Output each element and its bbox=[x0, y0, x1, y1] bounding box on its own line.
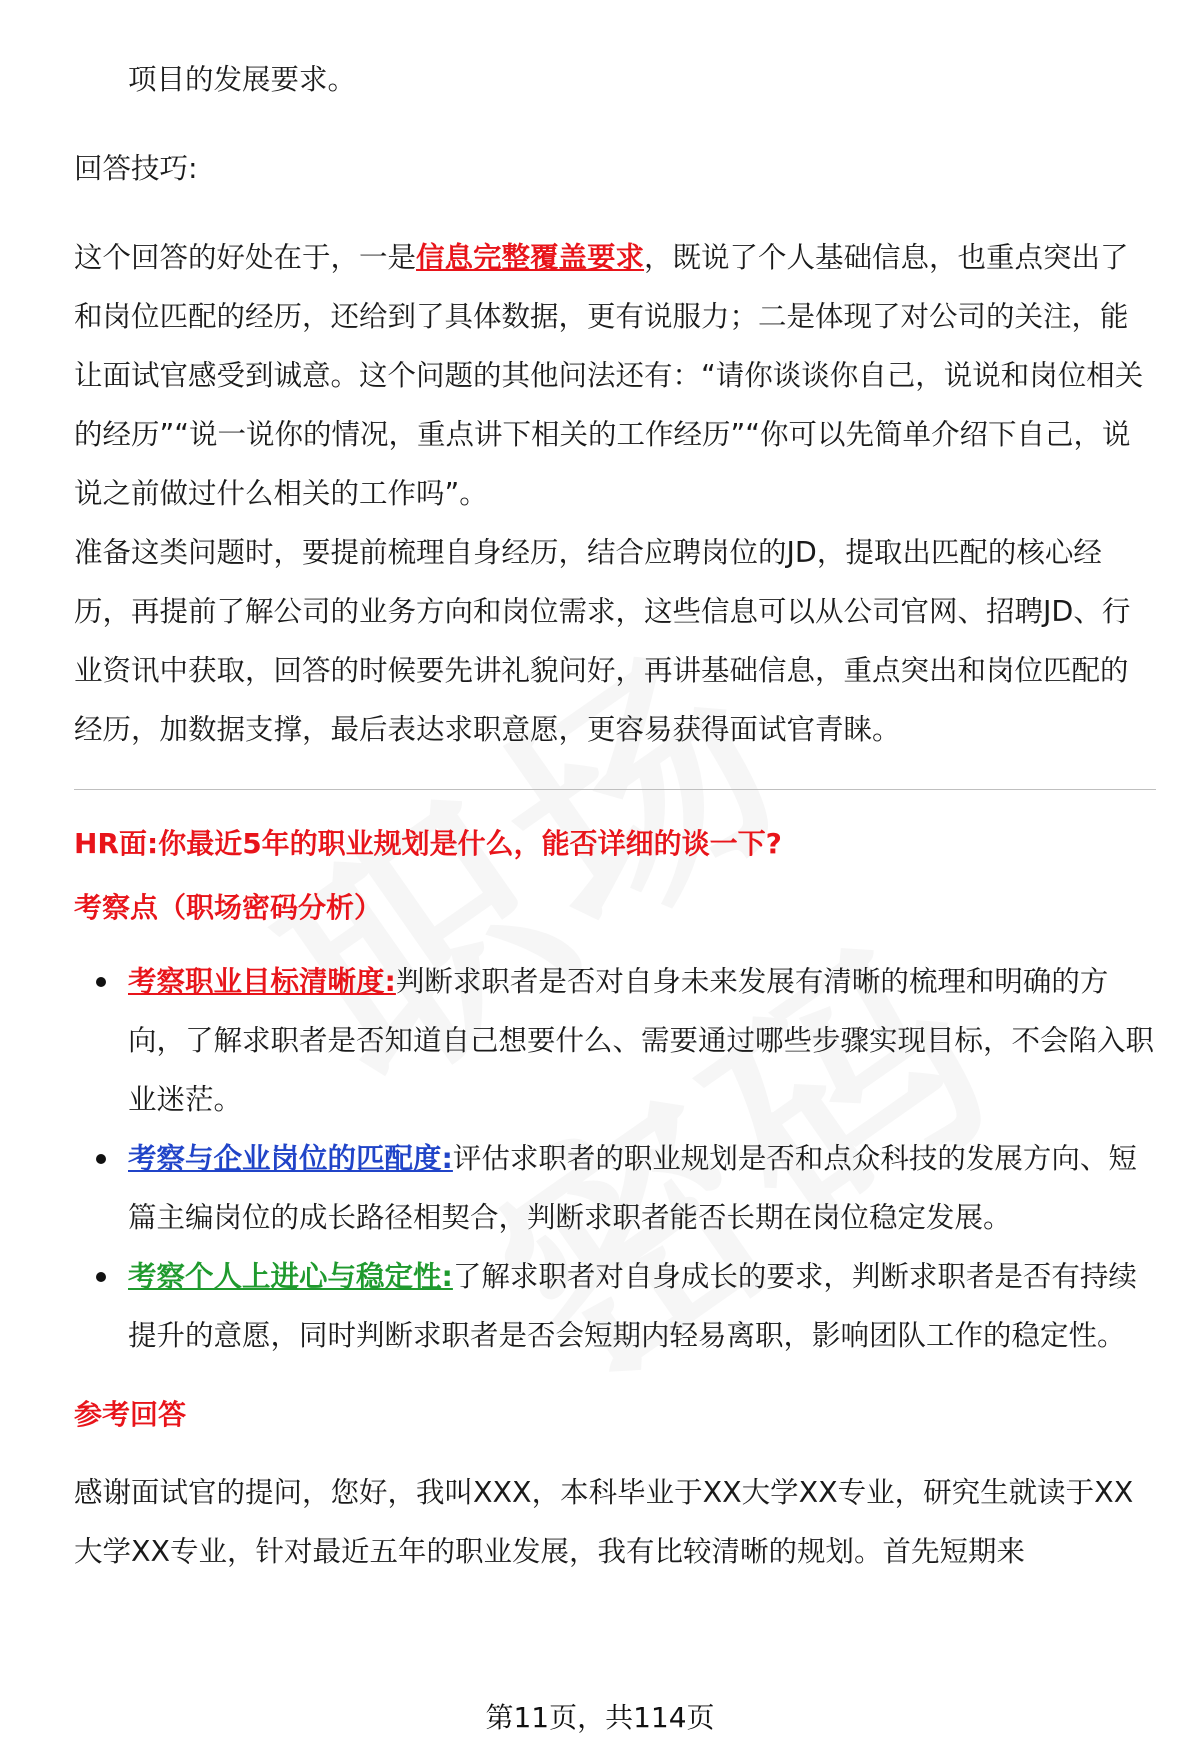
reference-answer-text: 感谢面试官的提问，您好，我叫XXX，本科毕业于XX大学XX专业，研究生就读于XX大学XX专业，针对最近五年的职业发展，我有比较清晰的规划。首先短期来 bbox=[74, 1476, 1134, 1568]
exam-point-stability bbox=[74, 1247, 1156, 1365]
prep-paragraph: 准备这类问题时，要提前梳理自身经历，结合应聘岗位的JD，提取出匹配的核心经历，再提前了解公司的业务方向和岗位需求，这些信息可以从公司官网、招聘JD、行业资讯中获取，回答的时候要先讲礼貌问好，再讲基础信息，重点突出和岗位匹配的经历，加数据支撑，最后表达求职意愿，更容易获得面试官青睐。 bbox=[74, 536, 1131, 746]
bullet-icon bbox=[96, 1272, 106, 1282]
page-content bbox=[74, 50, 1156, 1581]
bullet-icon bbox=[96, 977, 106, 987]
exam-point-goal-clarity bbox=[74, 952, 1156, 1129]
exam-point-text: 判断求职者是否对自身未来发展有清晰的梳理和明确的方向，了解求职者是否知道自己想要什么、需要通过哪些步骤实现目标，不会陷入职业迷茫。 bbox=[128, 965, 1155, 1116]
exam-point-label: 考察个人上进心与稳定性: bbox=[128, 1260, 453, 1293]
tips-after: ，既说了个人基础信息，也重点突出了和岗位匹配的经历，还给到了具体数据，更有说服力；二是体现了对公司的关注，能让面试官感受到诚意。这个问题的其他问法还有：“请你谈谈你自己，说说和岗位相关的经历”“说一说你的情况，重点讲下相关的工作经历”“你可以先简单介绍下自己，说说之前做过什么相关的工作吗”。 bbox=[74, 241, 1144, 510]
tips-before: 这个回答的好处在于，一是 bbox=[74, 241, 417, 274]
section-divider bbox=[74, 789, 1156, 790]
exam-point-fit bbox=[74, 1129, 1156, 1247]
reference-answer-title: 参考回答 bbox=[74, 1398, 187, 1431]
tips-highlight: 信息完整覆盖要求 bbox=[416, 241, 645, 274]
question-title: HR面:你最近5年的职业规划是什么，能否详细的谈一下? bbox=[74, 827, 782, 860]
top-line: 项目的发展要求。 bbox=[128, 63, 357, 96]
exam-point-text: 评估求职者的职业规划是否和点众科技的发展方向、短篇主编岗位的成长路径相契合，判断求职者能否长期在岗位稳定发展。 bbox=[128, 1142, 1137, 1234]
exam-point-label: 考察职业目标清晰度: bbox=[128, 965, 396, 998]
exam-point-text: 了解求职者对自身成长的要求，判断求职者是否有持续提升的意愿，同时判断求职者是否会短期内轻易离职，影响团队工作的稳定性。 bbox=[128, 1260, 1137, 1352]
page-number: 第11页，共114页 bbox=[485, 1701, 715, 1734]
exam-point-label: 考察与企业岗位的匹配度: bbox=[128, 1142, 453, 1175]
bullet-icon bbox=[96, 1154, 106, 1164]
tips-paragraph bbox=[74, 228, 1156, 523]
exam-points-list bbox=[74, 952, 1156, 1365]
exam-points-title: 考察点（职场密码分析） bbox=[74, 891, 383, 924]
answer-tips-title: 回答技巧: bbox=[74, 152, 198, 185]
